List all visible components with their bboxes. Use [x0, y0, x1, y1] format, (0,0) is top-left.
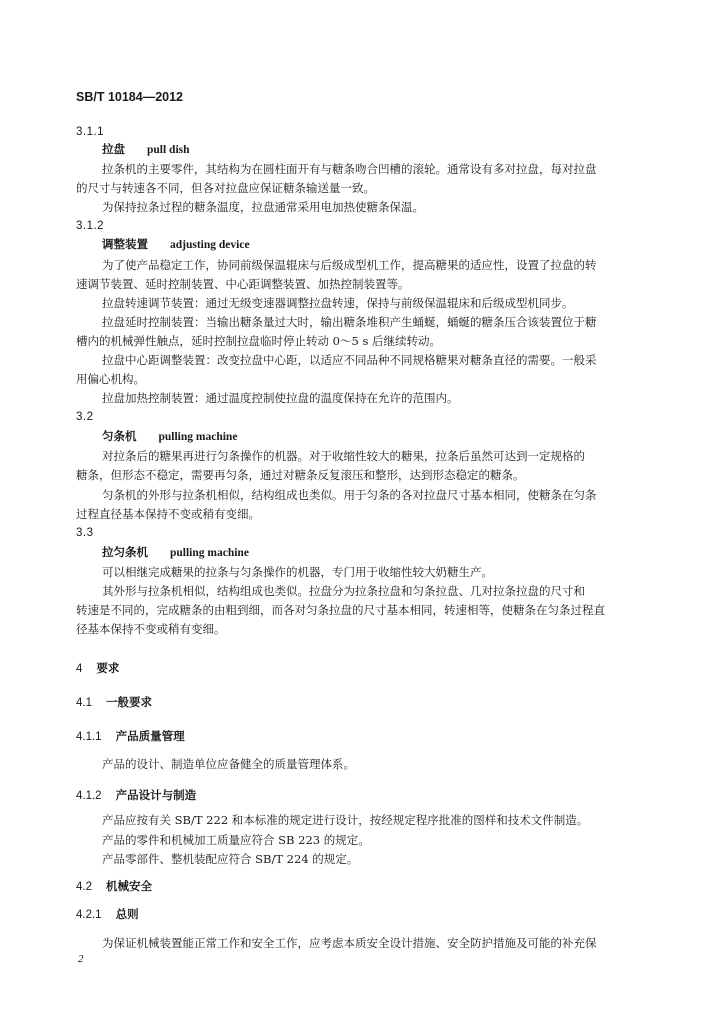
- term-chinese: 调整装置: [102, 239, 148, 251]
- paragraph-line: 径基本保持不变或稍有变细。: [76, 622, 226, 636]
- paragraph-line: 的尺寸与转速各不同，但各对拉盘应保证糖条输送量一致。: [76, 181, 375, 195]
- section-title: 要求: [96, 663, 120, 675]
- section-title: 产品质量管理: [115, 731, 185, 743]
- paragraph-line: 拉盘中心距调整装置：改变拉盘中心距，以适应不同品种不同规格糖果对糖条直径的需要。一般采: [102, 353, 597, 367]
- paragraph-line: 拉盘延时控制装置：当输出糖条量过大时，输出糖条堆积产生蛹蜒，蛹蜒的糖条压合该装置位于糖: [102, 315, 597, 329]
- section-title: 产品设计与制造: [115, 790, 197, 802]
- paragraph-line: 拉盘转速调节装置：通过无级变速器调整拉盘转速，保持与前级保温辊床和后级成型机同步。: [102, 296, 574, 310]
- paragraph-line: 产品的零件和机械加工质量应符合 SB 223 的规定。: [102, 833, 370, 847]
- term-english: adjusting device: [170, 239, 250, 251]
- paragraph-line: 产品零部件、整机装配应符合 SB/T 224 的规定。: [102, 852, 359, 866]
- document-header: SB/T 10184—2012: [76, 90, 184, 104]
- paragraph-line: 拉条机的主要零件，其结构为在圆柱面开有与糖条吻合凹槽的滚轮。通常设有多对拉盘，每对拉盘: [102, 162, 597, 176]
- paragraph-line: 为保证机械装置能正常工作和安全工作，应考虑本质安全设计措施、安全防护措施及可能的补充保: [102, 936, 597, 950]
- paragraph-line: 产品的设计、制造单位应备健全的质量管理体系。: [102, 757, 355, 771]
- term-heading: [102, 430, 237, 444]
- section-number: 4.2.1: [76, 909, 102, 921]
- section-heading: [76, 696, 152, 710]
- clause-number: 3.1.1: [76, 126, 105, 138]
- term-english: pulling machine: [158, 431, 238, 443]
- clause-number: 3.1.2: [76, 220, 105, 232]
- term-heading: [102, 143, 190, 157]
- paragraph-line: 槽内的机械弹性触点，延时控制拉盘临时停止转动 0～5 s 后继续转动。: [76, 334, 441, 348]
- section-heading: [76, 789, 196, 803]
- paragraph-line: 对拉条后的糖果再进行匀条操作的机器。对于收缩性较大的糖果，拉条后虽然可达到一定规格的: [102, 449, 585, 463]
- section-title: 一般要求: [106, 697, 152, 709]
- section-number: 4.1.2: [76, 790, 102, 802]
- section-heading: [76, 730, 185, 744]
- term-heading: [102, 238, 250, 252]
- section-title: 总则: [115, 909, 139, 921]
- paragraph-line: 糖条，但形态不稳定，需要再匀条，通过对糖条反复滚压和整形，达到形态稳定的糖条。: [76, 468, 525, 482]
- clause-number: 3.3: [76, 527, 94, 539]
- term-chinese: 匀条机: [102, 431, 137, 443]
- section-heading: [76, 662, 119, 676]
- paragraph-line: 速调节装置、延时控制装置、中心距调整装置、加热控制装置等。: [76, 277, 410, 291]
- paragraph-line: 为保持拉条过程的糖条温度，拉盘通常采用电加热使糖条保温。: [102, 200, 424, 214]
- paragraph-line: 过程直径基本保持不变或稍有变细。: [76, 507, 260, 521]
- section-number: 4.1.1: [76, 731, 102, 743]
- term-english: pulling machine: [170, 547, 249, 559]
- clause-number: 3.2: [76, 411, 94, 423]
- section-heading: [76, 880, 152, 894]
- paragraph-line: 产品应按有关 SB/T 222 和本标准的规定进行设计，按经规定程序批准的图样和技术文件制造。: [102, 813, 589, 827]
- paragraph-line: 用偏心机构。: [76, 372, 145, 386]
- paragraph-line: 为了使产品稳定工作，协同前级保温辊床与后级成型机工作，提高糖果的适应性，设置了拉盘的转: [102, 258, 597, 272]
- term-chinese: 拉匀条机: [102, 547, 148, 559]
- term-chinese: 拉盘: [102, 144, 125, 156]
- paragraph-line: 匀条机的外形与拉条机相似，结构组成也类似。用于匀条的各对拉盘尺寸基本相同，使糖条在匀条: [102, 488, 597, 502]
- section-number: 4.2: [76, 881, 92, 893]
- paragraph-line: 可以相继完成糖果的拉条与匀条操作的机器，专门用于收缩性较大奶糖生产。: [102, 565, 493, 579]
- page-number: 2: [78, 953, 84, 965]
- section-number: 4.1: [76, 697, 92, 709]
- section-title: 机械安全: [106, 881, 152, 893]
- term-english: pull dish: [147, 144, 190, 156]
- paragraph-line: 拉盘加热控制装置：通过温度控制使拉盘的温度保持在允许的范围内。: [102, 391, 459, 405]
- section-heading: [76, 908, 139, 922]
- paragraph-line: 转速是不同的，完成糖条的由粗到细，而各对匀条拉盘的尺寸基本相同，转速相等，使糖条在匀条过程直: [76, 603, 605, 617]
- section-number: 4: [76, 663, 83, 675]
- term-heading: [102, 546, 249, 560]
- paragraph-line: 其外形与拉条机相似，结构组成也类似。拉盘分为拉条拉盘和匀条拉盘、几对拉条拉盘的尺寸和: [102, 584, 585, 598]
